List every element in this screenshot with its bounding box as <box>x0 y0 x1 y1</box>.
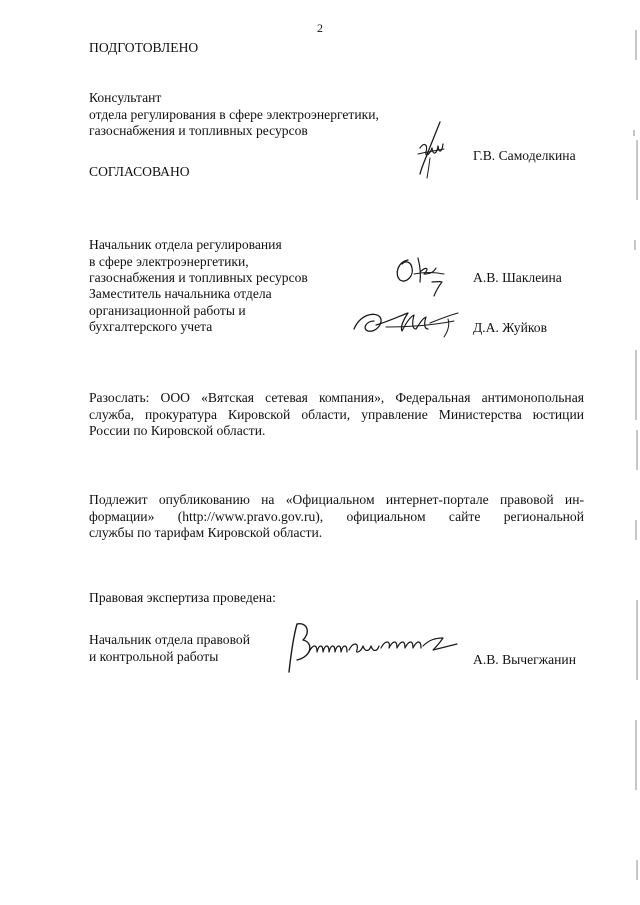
position-line: бухгалтерского учета <box>89 319 213 334</box>
paragraph-line: служба, прокуратура Кировской области, управление Министерства юстиции <box>89 406 584 422</box>
distribution-paragraph <box>89 390 584 440</box>
paragraph-line: формации» (http://www.pravo.gov.ru), официальном сайте региональной <box>89 508 584 524</box>
position-line: отдела регулирования в сфере электроэнергетики, <box>89 106 379 122</box>
publication-paragraph <box>89 492 584 542</box>
position-line: Консультант <box>89 90 162 105</box>
position-line: организационной работы и <box>89 302 246 318</box>
signatory-name: Д.А. Жуйков <box>473 320 548 335</box>
signatory-name: Г.В. Самоделкина <box>473 148 576 163</box>
signatory-name: А.В. Шаклеина <box>473 270 562 285</box>
scan-edge-marks <box>630 0 640 905</box>
prepared-heading: ПОДГОТОВЛЕНО <box>89 40 199 55</box>
signature-shakleina <box>390 252 460 297</box>
position-line: Начальник отдела правовой <box>89 632 251 647</box>
legal-review-statement: Правовая экспертиза проведена: <box>89 590 276 605</box>
agreed-position-1 <box>89 237 308 287</box>
signature-vychegzhanin <box>283 618 463 676</box>
signature-samodelkina <box>410 118 450 180</box>
position-line: Заместитель начальника отдела <box>89 286 272 301</box>
position-line: газоснабжения и топливных ресурсов <box>89 123 308 138</box>
position-line: и контрольной работы <box>89 648 219 664</box>
position-line: в сфере электроэнергетики, <box>89 253 249 269</box>
signatory-name: А.В. Вычегжанин <box>473 652 576 667</box>
paragraph-line: Подлежит опубликованию на «Официальном интернет-портале правовой ин- <box>89 492 584 507</box>
paragraph-line: службы по тарифам Кировской области. <box>89 525 323 540</box>
agreed-position-2 <box>89 286 272 336</box>
agreed-heading: СОГЛАСОВАНО <box>89 164 190 179</box>
signature-zhuykov <box>350 305 465 345</box>
position-line: Начальник отдела регулирования <box>89 237 282 252</box>
prepared-position <box>89 90 379 140</box>
paragraph-line: России по Кировской области. <box>89 423 266 438</box>
legal-review-position <box>89 632 250 665</box>
paragraph-line: Разослать: ООО «Вятская сетевая компания», Федеральная антимонопольная <box>89 390 584 405</box>
page-number: 2 <box>317 21 323 35</box>
position-line: газоснабжения и топливных ресурсов <box>89 270 308 285</box>
